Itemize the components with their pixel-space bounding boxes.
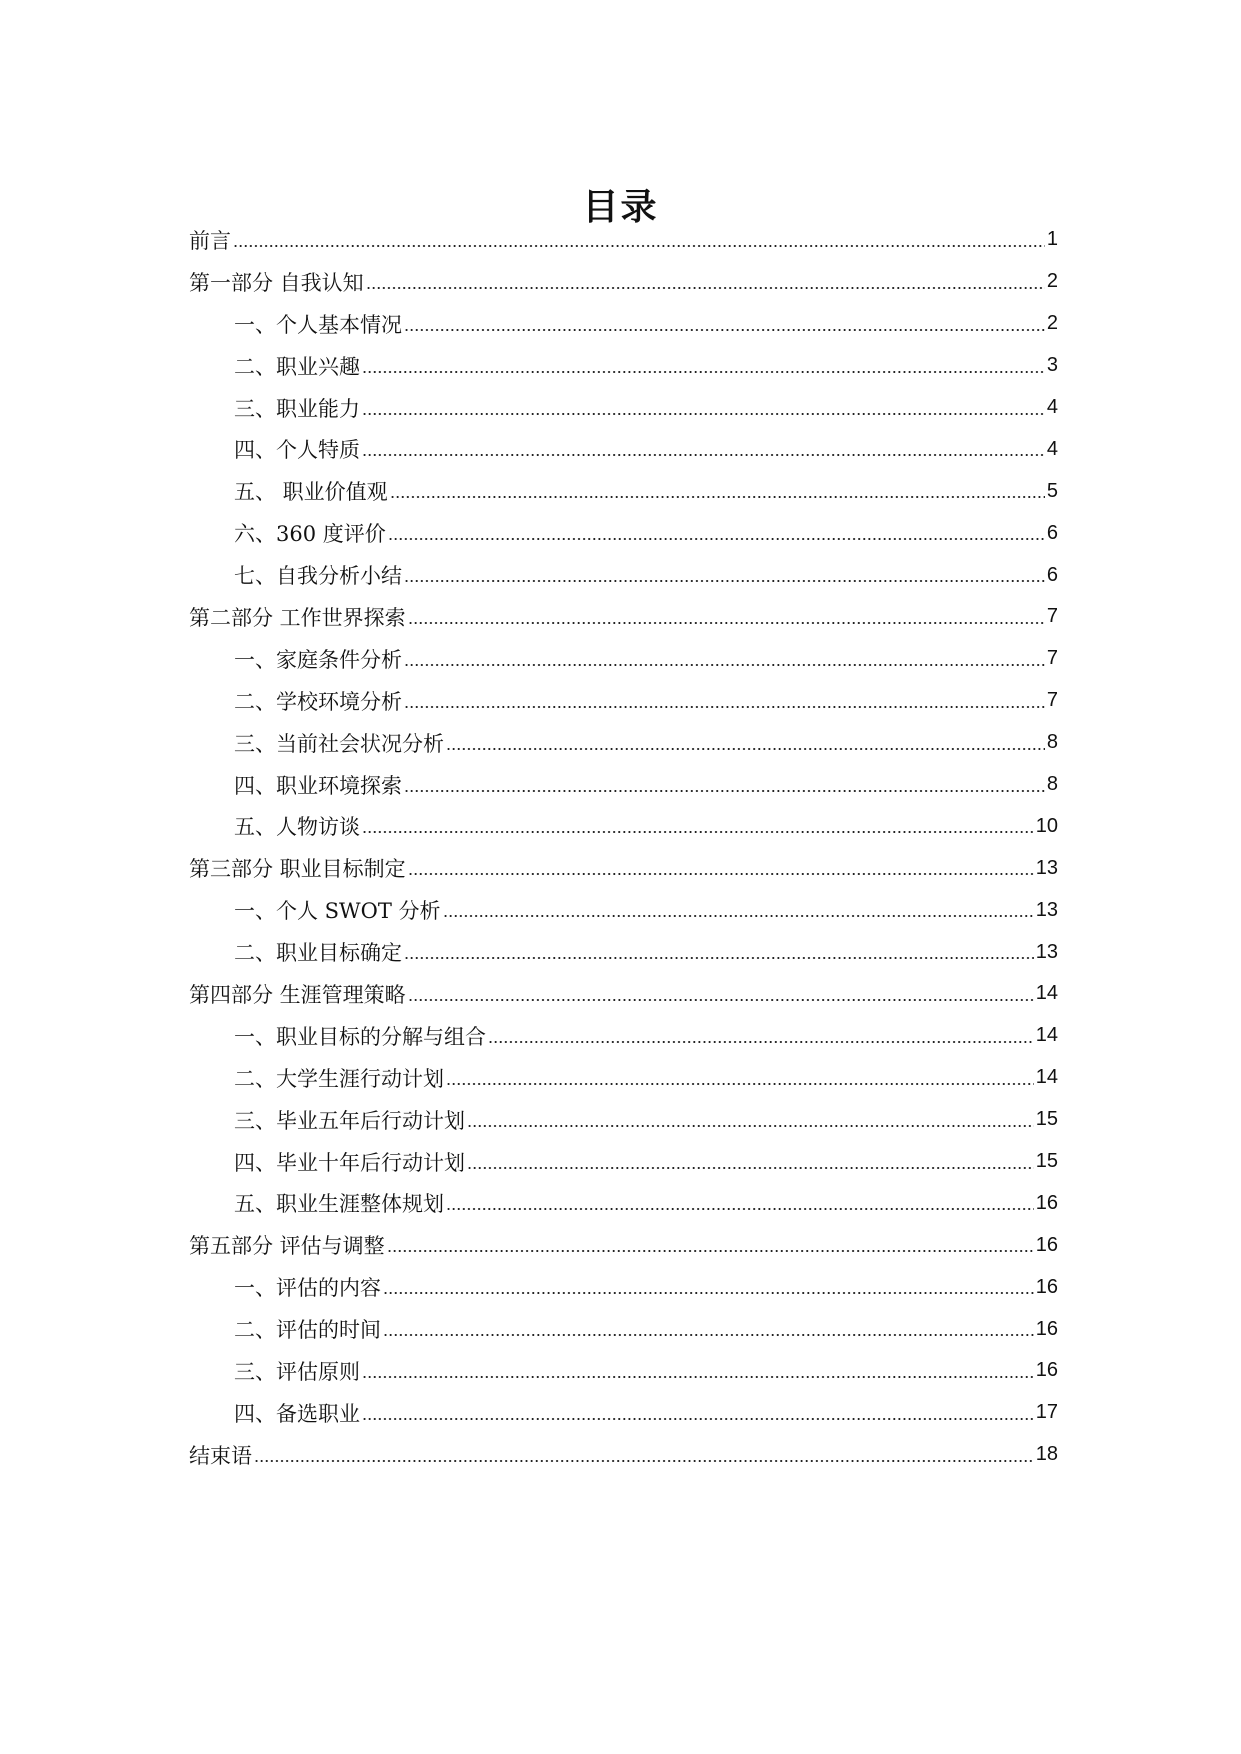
toc-entry-page-number: 16	[1035, 1359, 1058, 1382]
toc-subsection-entry	[189, 1350, 1058, 1392]
toc-dot-leader	[488, 1039, 1034, 1045]
toc-subsection-entry	[189, 1266, 1058, 1308]
toc-subsection-entry	[189, 889, 1058, 931]
toc-entry-page-number: 1	[1046, 228, 1058, 251]
toc-entry-title: 前言	[189, 228, 231, 253]
toc-dot-leader	[404, 327, 1045, 333]
toc-entry-title: 二、学校环境分析	[234, 689, 402, 714]
toc-entry-page-number: 16	[1035, 1275, 1058, 1298]
toc-entry-page-number: 15	[1035, 1150, 1058, 1173]
toc-entry-title: 第三部分 职业目标制定	[189, 857, 406, 882]
toc-dot-leader	[387, 1248, 1034, 1254]
table-of-contents	[189, 219, 1058, 1476]
toc-section-entry	[189, 1224, 1058, 1266]
toc-dot-leader	[362, 1416, 1034, 1422]
toc-entry-page-number: 13	[1035, 940, 1058, 963]
toc-subsection-entry	[189, 722, 1058, 764]
toc-dot-leader	[408, 997, 1034, 1003]
toc-subsection-entry	[189, 680, 1058, 722]
toc-entry-page-number: 10	[1035, 814, 1058, 837]
toc-entry-page-number: 8	[1046, 731, 1058, 754]
toc-subsection-entry	[189, 387, 1058, 429]
toc-entry-page-number: 14	[1035, 1066, 1058, 1089]
toc-entry-page-number: 8	[1046, 773, 1058, 796]
toc-entry-page-number: 18	[1035, 1443, 1058, 1466]
toc-entry-page-number: 6	[1046, 521, 1058, 544]
toc-subsection-entry	[189, 470, 1058, 512]
toc-entry-page-number: 13	[1035, 856, 1058, 879]
toc-entry-page-number: 16	[1035, 1317, 1058, 1340]
toc-entry-title: 七、自我分析小结	[234, 564, 402, 589]
toc-dot-leader	[404, 662, 1045, 668]
toc-entry-page-number: 4	[1046, 396, 1058, 418]
toc-entry-title: 一、家庭条件分析	[234, 647, 402, 672]
toc-entry-title: 第五部分 评估与调整	[189, 1234, 385, 1259]
toc-section-entry	[189, 219, 1058, 261]
toc-entry-page-number: 13	[1035, 898, 1058, 921]
toc-section-entry	[189, 847, 1058, 889]
toc-dot-leader	[408, 871, 1034, 877]
toc-subsection-entry	[189, 1182, 1058, 1224]
toc-dot-leader	[408, 620, 1045, 626]
toc-dot-leader	[362, 452, 1045, 458]
toc-entry-page-number: 3	[1046, 354, 1058, 377]
toc-dot-leader	[383, 1332, 1034, 1338]
toc-entry-title: 第一部分 自我认知	[189, 270, 364, 295]
toc-subsection-entry	[189, 1015, 1058, 1057]
toc-dot-leader	[443, 913, 1034, 919]
toc-entry-page-number: 17	[1035, 1401, 1058, 1424]
toc-subsection-entry	[189, 1392, 1058, 1434]
toc-entry-title: 二、职业目标确定	[234, 941, 402, 966]
toc-entry-title: 三、毕业五年后行动计划	[234, 1108, 465, 1133]
toc-subsection-entry	[189, 554, 1058, 596]
toc-entry-page-number: 16	[1035, 1191, 1058, 1214]
toc-dot-leader	[366, 285, 1045, 291]
toc-dot-leader	[390, 494, 1045, 500]
toc-dot-leader	[404, 788, 1045, 794]
toc-dot-leader	[404, 955, 1034, 961]
toc-entry-page-number: 14	[1035, 1024, 1058, 1047]
toc-section-entry	[189, 1434, 1058, 1476]
toc-subsection-entry	[189, 638, 1058, 680]
toc-subsection-entry	[189, 345, 1058, 387]
toc-dot-leader	[362, 411, 1045, 417]
toc-subsection-entry	[189, 428, 1058, 470]
toc-entry-title: 五、 职业价值观	[234, 480, 388, 505]
toc-dot-leader	[467, 1165, 1034, 1171]
toc-entry-title: 五、人物访谈	[234, 815, 360, 840]
toc-entry-title: 一、评估的内容	[234, 1276, 381, 1301]
toc-subsection-entry	[189, 764, 1058, 806]
toc-subsection-entry	[189, 931, 1058, 973]
toc-subsection-entry	[189, 1099, 1058, 1141]
toc-entry-title: 一、职业目标的分解与组合	[234, 1024, 486, 1049]
toc-entry-title: 六、360 度评价	[234, 522, 386, 547]
toc-entry-title: 一、个人基本情况	[234, 312, 402, 337]
toc-dot-leader	[388, 536, 1045, 542]
toc-entry-title: 结束语	[189, 1443, 252, 1468]
toc-dot-leader	[467, 1123, 1034, 1129]
toc-entry-title: 四、个人特质	[234, 438, 360, 463]
toc-dot-leader	[362, 369, 1045, 375]
toc-subsection-entry	[189, 1057, 1058, 1099]
toc-dot-leader	[233, 243, 1045, 249]
toc-entry-page-number: 15	[1035, 1108, 1058, 1131]
toc-entry-page-number: 2	[1046, 312, 1058, 335]
toc-dot-leader	[362, 829, 1034, 835]
toc-entry-page-number: 7	[1046, 647, 1058, 670]
toc-section-entry	[189, 596, 1058, 638]
toc-section-entry	[189, 261, 1058, 303]
toc-entry-page-number: 6	[1046, 563, 1058, 586]
toc-entry-title: 第四部分 生涯管理策略	[189, 982, 406, 1007]
toc-entry-title: 四、职业环境探索	[234, 773, 402, 798]
page-title: 目录	[582, 186, 659, 229]
toc-dot-leader	[404, 578, 1045, 584]
toc-dot-leader	[446, 746, 1045, 752]
toc-dot-leader	[383, 1290, 1034, 1296]
toc-entry-title: 五、职业生涯整体规划	[234, 1192, 444, 1217]
toc-entry-page-number: 7	[1046, 689, 1058, 712]
toc-dot-leader	[446, 1081, 1034, 1087]
toc-entry-title: 三、评估原则	[234, 1359, 360, 1384]
toc-dot-leader	[446, 1206, 1034, 1212]
toc-entry-page-number: 7	[1046, 605, 1058, 628]
toc-subsection-entry	[189, 1308, 1058, 1350]
toc-entry-title: 二、职业兴趣	[234, 354, 360, 379]
toc-subsection-entry	[189, 512, 1058, 554]
toc-entry-page-number: 14	[1035, 982, 1058, 1005]
toc-entry-page-number: 2	[1046, 270, 1058, 293]
toc-entry-title: 三、当前社会状况分析	[234, 731, 444, 756]
toc-entry-page-number: 5	[1046, 479, 1058, 502]
toc-entry-title: 二、大学生涯行动计划	[234, 1066, 444, 1091]
toc-entry-page-number: 4	[1046, 437, 1058, 460]
toc-entry-page-number: 16	[1035, 1233, 1058, 1256]
toc-section-entry	[189, 973, 1058, 1015]
toc-entry-title: 第二部分 工作世界探索	[189, 605, 406, 630]
toc-subsection-entry	[189, 1141, 1058, 1183]
toc-dot-leader	[362, 1374, 1034, 1380]
toc-entry-title: 四、毕业十年后行动计划	[234, 1150, 465, 1175]
toc-dot-leader	[404, 704, 1045, 710]
toc-dot-leader	[254, 1458, 1034, 1464]
toc-subsection-entry	[189, 805, 1058, 847]
toc-entry-title: 一、个人 SWOT 分析	[234, 899, 441, 924]
toc-entry-title: 二、评估的时间	[234, 1318, 381, 1343]
toc-subsection-entry	[189, 303, 1058, 345]
toc-entry-title: 三、职业能力	[234, 396, 360, 421]
toc-entry-title: 四、备选职业	[234, 1401, 360, 1426]
